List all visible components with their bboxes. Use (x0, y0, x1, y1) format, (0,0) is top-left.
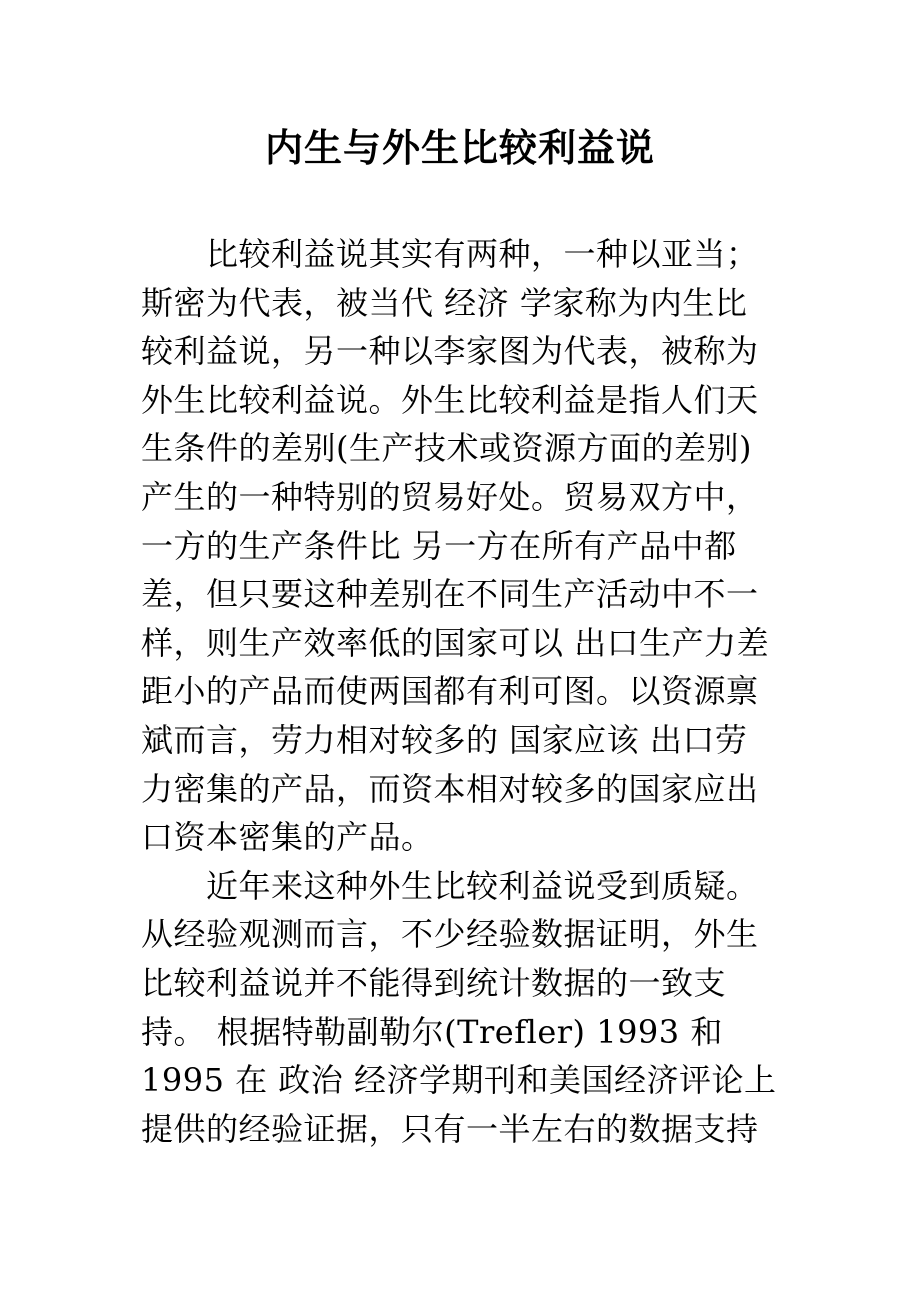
text-line: 距小的产品而使两国都有利可图。以资源禀 (141, 672, 759, 711)
text-line: 力密集的产品，而资本相对较多的国家应出 (141, 769, 759, 808)
text-line: 斌而言，劳力相对较多的 国家应该 出口劳 (141, 720, 748, 759)
text-line: 从经验观测而言，不少经验数据证明，外生 (141, 915, 759, 954)
text-line: 1995 在 政治 经济学期刊和美国经济评论上 (141, 1061, 777, 1100)
text-line: 样，则生产效率低的国家可以 出口生产力差 (141, 623, 770, 662)
document-body (141, 230, 821, 1153)
text-line: 近年来这种外生比较利益说受到质疑。 (141, 866, 759, 905)
text-line: 生条件的差别(生产技术或资源方面的差别) (141, 429, 752, 468)
text-line: 较利益说，另一种以李家图为代表，被称为 (141, 332, 759, 371)
text-line: 一方的生产条件比 另一方在所有产品中都 (141, 526, 737, 565)
document-title: 内生与外生比较利益说 (264, 126, 655, 170)
text-line: 提供的经验证据，只有一半左右的数据支持 (141, 1109, 759, 1148)
text-line: 比较利益说其实有两种，一种以亚当； (141, 235, 759, 273)
text-line: 持。 根据特勒副勒尔(Trefler) 1993 和 (141, 1012, 723, 1051)
text-line: 口资本密集的产品。 (141, 818, 434, 857)
text-line: 比较利益说并不能得到统计数据的一致支 (141, 963, 727, 1002)
text-line: 差，但只要这种差别在不同生产活动中不一 (141, 575, 759, 614)
text-line: 斯密为代表，被当代 经济 学家称为内生比 (141, 283, 748, 322)
text-line: 外生比较利益说。外生比较利益是指人们天 (141, 380, 759, 419)
text-line: 产生的一种特别的贸易好处。贸易双方中， (141, 477, 759, 516)
